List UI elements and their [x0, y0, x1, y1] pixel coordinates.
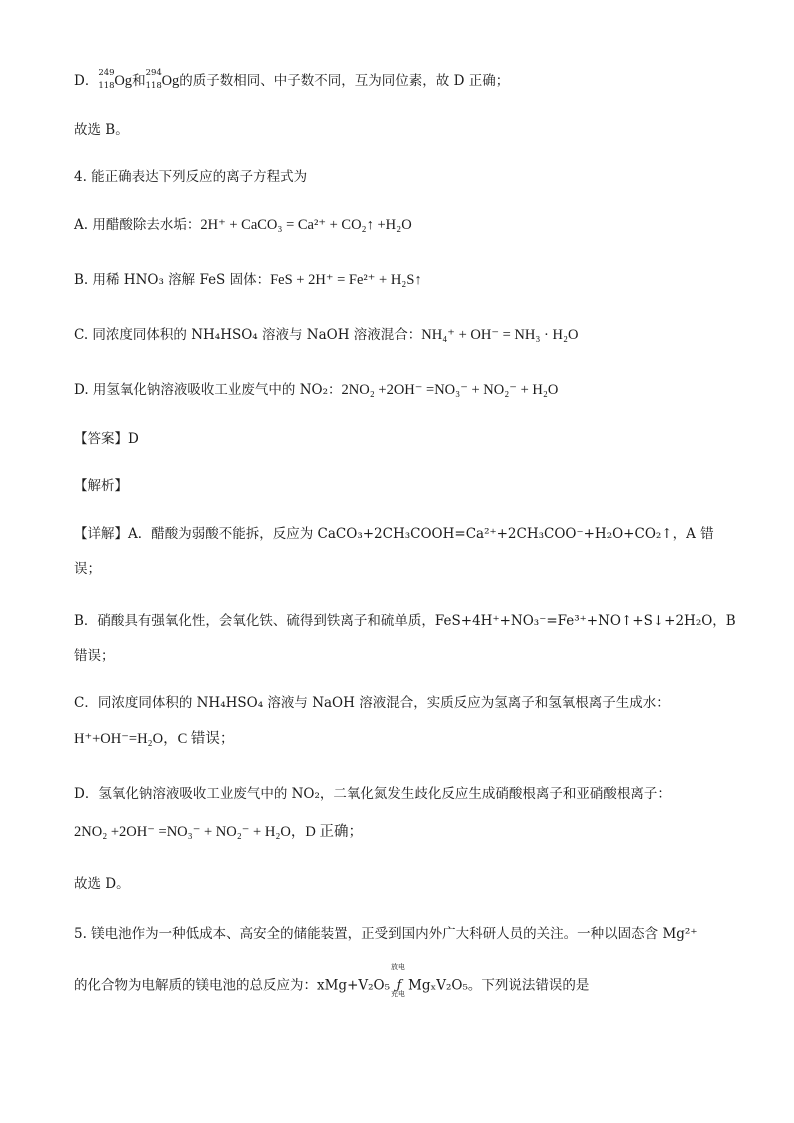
q4-option-b: B. 用稀 HNO₃ 溶解 FeS 固体：FeS + 2H⁺ = Fe²⁺ + H₂S↑ — [74, 272, 422, 288]
q4-option-d: D. 用氢氧化钠溶液吸收工业废气中的 NO₂：2NO₂ +2OH⁻ =NO₃⁻ + NO₂⁻ + H₂O — [74, 382, 559, 398]
q5-stem-line2: 的化合物为电解质的镁电池的总反应为：xMg+V₂O₅ 放电 ƒ 充电 MgₓV₂O₅。下列说法错误的是 — [74, 963, 590, 998]
isotope-og-249: 249 118 — [98, 67, 115, 91]
q4-detail-d-line2: 2NO₂ +2OH⁻ =NO₃⁻ + NO₂⁻ + H₂O，D 正确； — [74, 824, 363, 840]
q4-option-a: A. 用醋酸除去水垢：2H⁺ + CaCO₃ = Ca²⁺ + CO₂↑ +H₂O — [74, 217, 412, 233]
q4-detail-c-line1: C．同浓度同体积的 NH₄HSO₄ 溶液与 NaOH 溶液混合，实质反应为氢离子和氢氧根离子生成水： — [74, 695, 670, 711]
q4-detail-d-line1: D．氢氧化钠溶液吸收工业废气中的 NO₂，二氧化氮发生歧化反应生成硝酸根离子和亚硝酸根离子： — [74, 786, 671, 802]
q4-d-equation: 2NO₂ +2OH⁻ =NO₃⁻ + NO₂⁻ + H₂O — [341, 382, 559, 398]
isotope-og-294: 294 118 — [145, 67, 162, 91]
q3-option-d: D． 249 118 Og和 294 118 Og的质子数相同、中子数不同，互为同位素，故 D 正确； — [74, 67, 510, 91]
q4-detail-a-line2: 误； — [74, 561, 101, 577]
q3-conclusion: 故选 B。 — [74, 122, 129, 138]
q4-stem: 4. 能正确表达下列反应的离子方程式为 — [74, 169, 308, 185]
q4-option-c: C. 同浓度同体积的 NH₄HSO₄ 溶液与 NaOH 溶液混合：NH₄⁺ + OH⁻ = NH₃ · H₂O — [74, 327, 579, 343]
q4-conclusion: 故选 D。 — [74, 876, 130, 892]
q3-d-prefix: D． — [74, 73, 99, 89]
q4-a-equation: 2H⁺ + CaCO₃ = Ca²⁺ + CO₂↑ +H₂O — [200, 217, 412, 233]
q4-b-equation: FeS + 2H⁺ = Fe²⁺ + H₂S↑ — [270, 272, 422, 288]
q4-detail-a-line1: 【详解】A．醋酸为弱酸不能拆，反应为 CaCO₃+2CH₃COOH=Ca²⁺+2CH₃COO⁻+H₂O+CO₂↑，A 错 — [74, 526, 714, 542]
q4-c-equation: NH₄⁺ + OH⁻ = NH₃ · H₂O — [421, 327, 579, 343]
q4-detail-b-line2: 错误； — [74, 648, 115, 664]
q4-detail-c-line2: H⁺+OH⁻=H₂O，C 错误； — [74, 731, 235, 747]
q4-detail-b-line1: B．硝酸具有强氧化性，会氧化铁、硫得到铁离子和硫单质，FeS+4H⁺+NO₃⁻=Fe³⁺+NO↑+S↓+2H₂O，B — [74, 613, 736, 629]
q4-analysis-heading: 【解析】 — [74, 478, 128, 494]
q4-answer: 【答案】D — [74, 431, 139, 447]
q5-stem-line1: 5. 镁电池作为一种低成本、高安全的储能装置，正受到国内外广大科研人员的关注。一种以固态含 Mg²⁺ — [74, 926, 698, 942]
reversible-arrow-icon: 放电 ƒ 充电 — [391, 963, 406, 998]
